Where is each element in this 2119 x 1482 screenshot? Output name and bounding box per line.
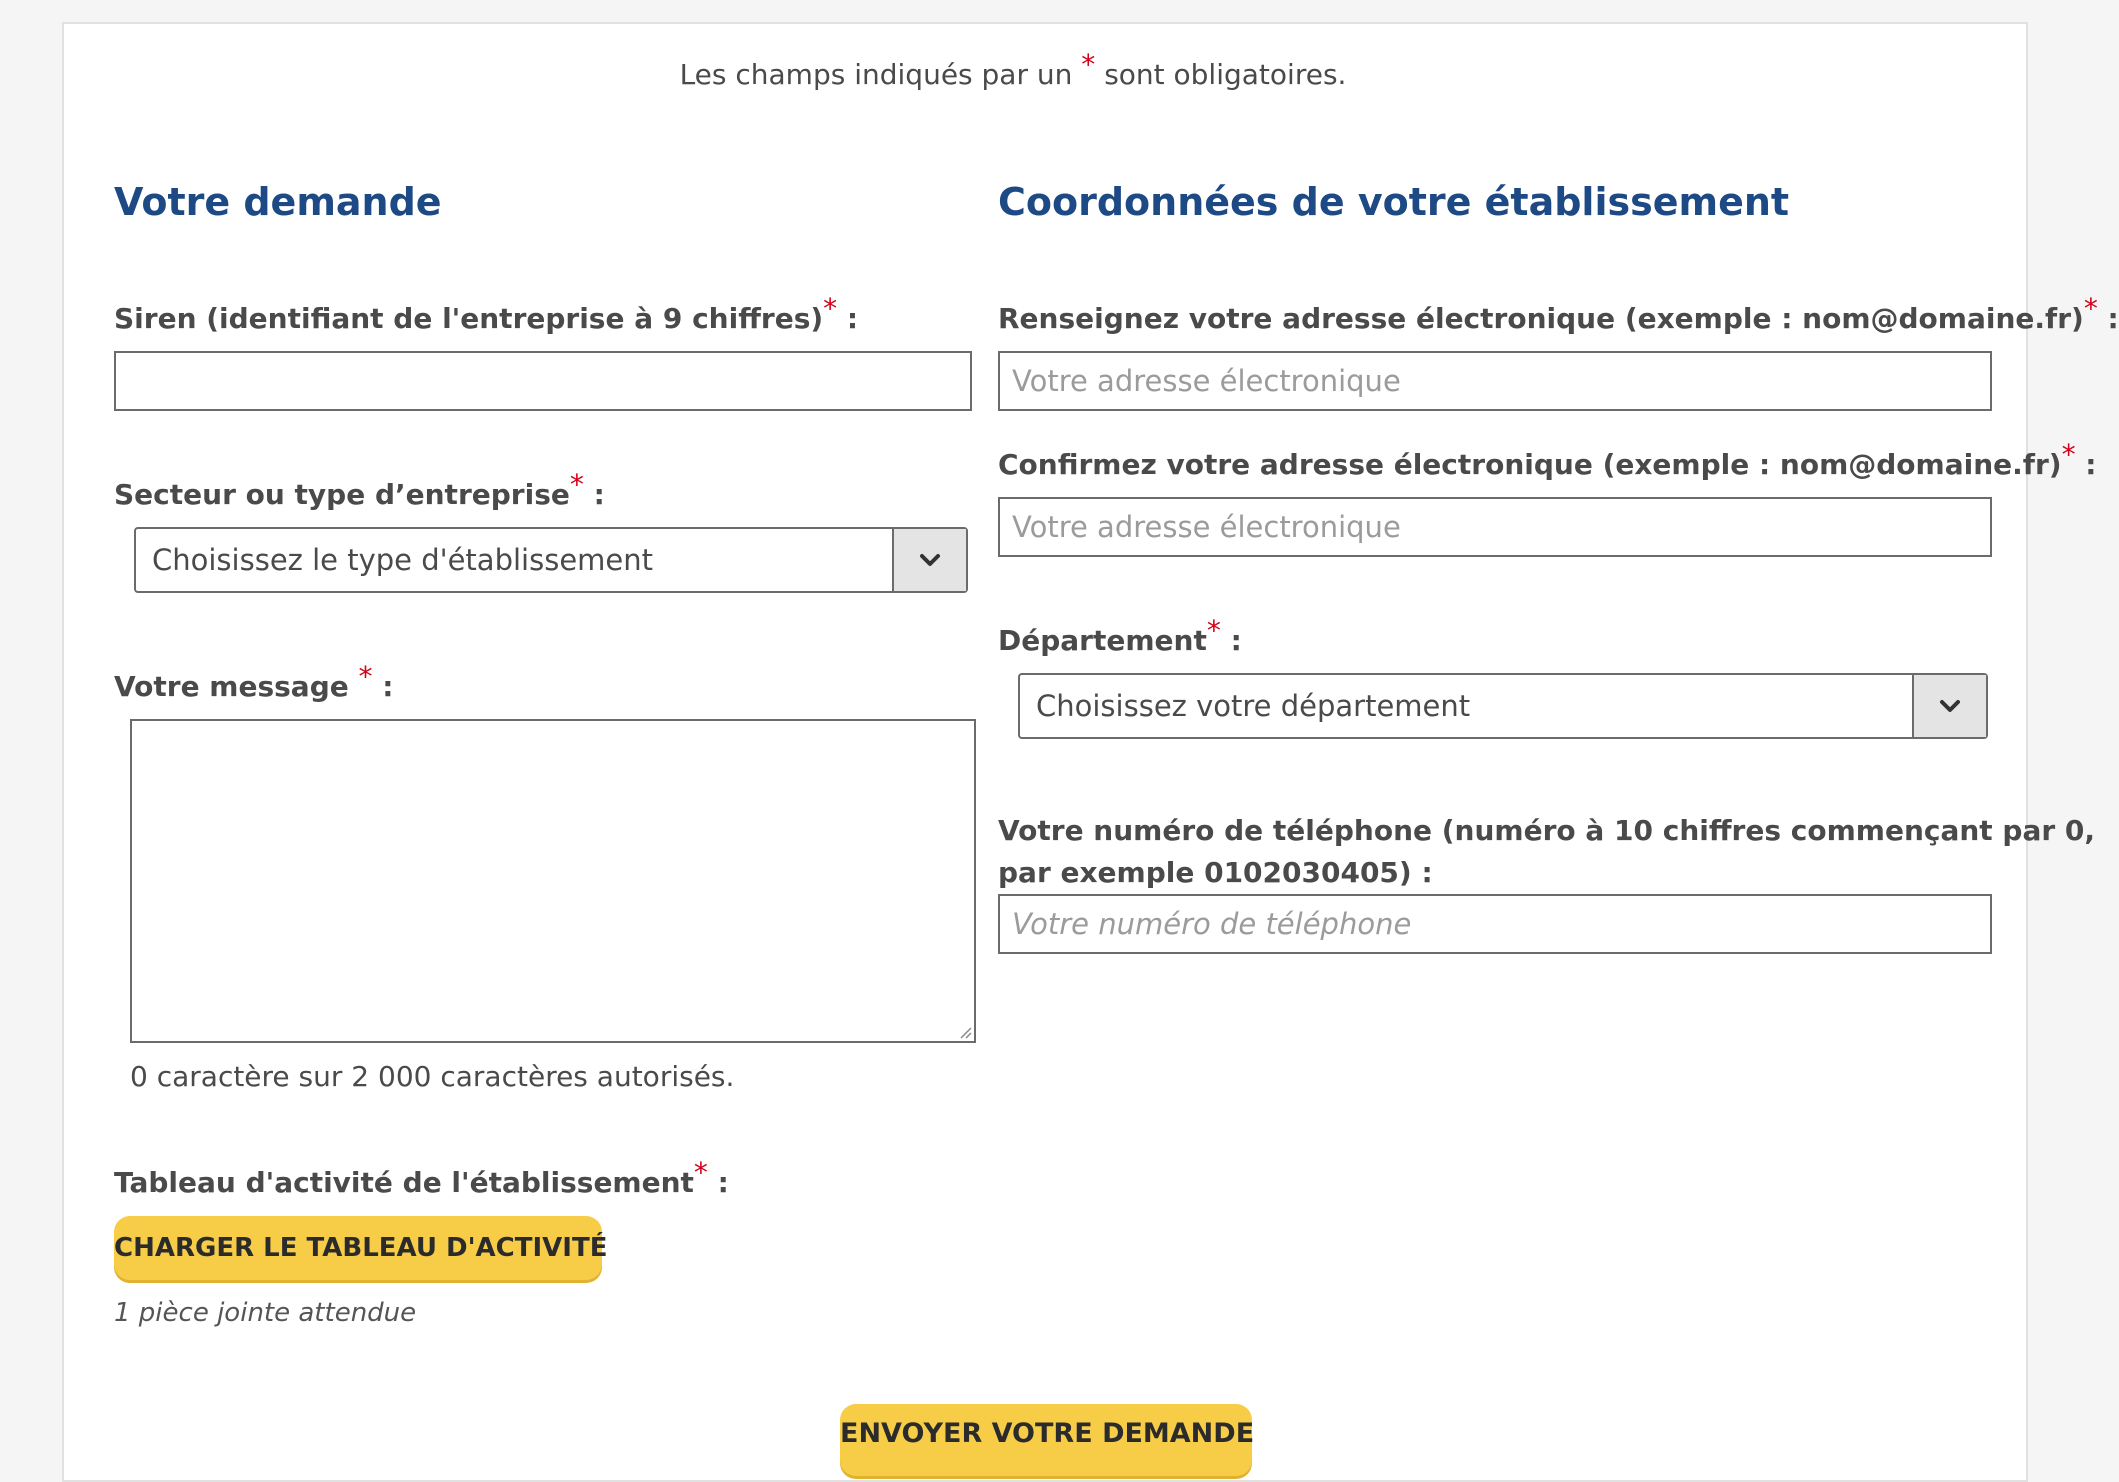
message-textarea[interactable] (130, 719, 976, 1043)
section-title-contact: Coordonnées de votre établissement (998, 180, 1790, 224)
confirm-email-label: Confirmez votre adresse électronique (exemple : nom@domaine.fr)* : (998, 438, 2097, 481)
activity-label: Tableau d'activité de l'établissement* : (114, 1156, 729, 1199)
phone-label-line2: par exemple 0102030405) : (998, 856, 1433, 889)
resize-handle-icon[interactable] (958, 1025, 972, 1039)
email-label: Renseignez votre adresse électronique (exemple : nom@domaine.fr)* : (998, 292, 2119, 335)
department-label: Département* : (998, 614, 1242, 657)
message-label: Votre message * : (114, 660, 394, 703)
submit-button[interactable]: ENVOYER VOTRE DEMANDE (840, 1404, 1252, 1476)
attachment-hint: 1 pièce jointe attendue (114, 1298, 417, 1328)
department-select[interactable] (1018, 673, 1988, 739)
sector-select-value: Choisissez le type d'établissement (152, 543, 654, 577)
required-notice: Les champs indiqués par un * sont obligatoires. (679, 48, 1347, 91)
sector-label: Secteur ou type d’entreprise* : (114, 468, 605, 511)
siren-input[interactable] (114, 351, 972, 411)
chevron-down-icon[interactable] (1912, 675, 1986, 737)
sector-select[interactable] (134, 527, 968, 593)
confirm-email-input[interactable]: Votre adresse électronique (998, 497, 1992, 557)
siren-label: Siren (identifiant de l'entreprise à 9 chiffres)* : (114, 292, 859, 335)
department-select-value: Choisissez votre département (1036, 689, 1471, 723)
email-input[interactable]: Votre adresse électronique (998, 351, 1992, 411)
phone-label-line1: Votre numéro de téléphone (numéro à 10 chiffres commençant par 0, (998, 814, 2096, 847)
section-title-request: Votre demande (114, 180, 442, 224)
upload-activity-button[interactable]: CHARGER LE TABLEAU D'ACTIVITÉ (114, 1216, 602, 1280)
phone-input[interactable]: Votre numéro de téléphone (998, 894, 1992, 954)
chevron-down-icon[interactable] (892, 529, 966, 591)
character-counter: 0 caractère sur 2 000 caractères autorisés. (130, 1060, 735, 1093)
required-star: * (1081, 48, 1096, 81)
